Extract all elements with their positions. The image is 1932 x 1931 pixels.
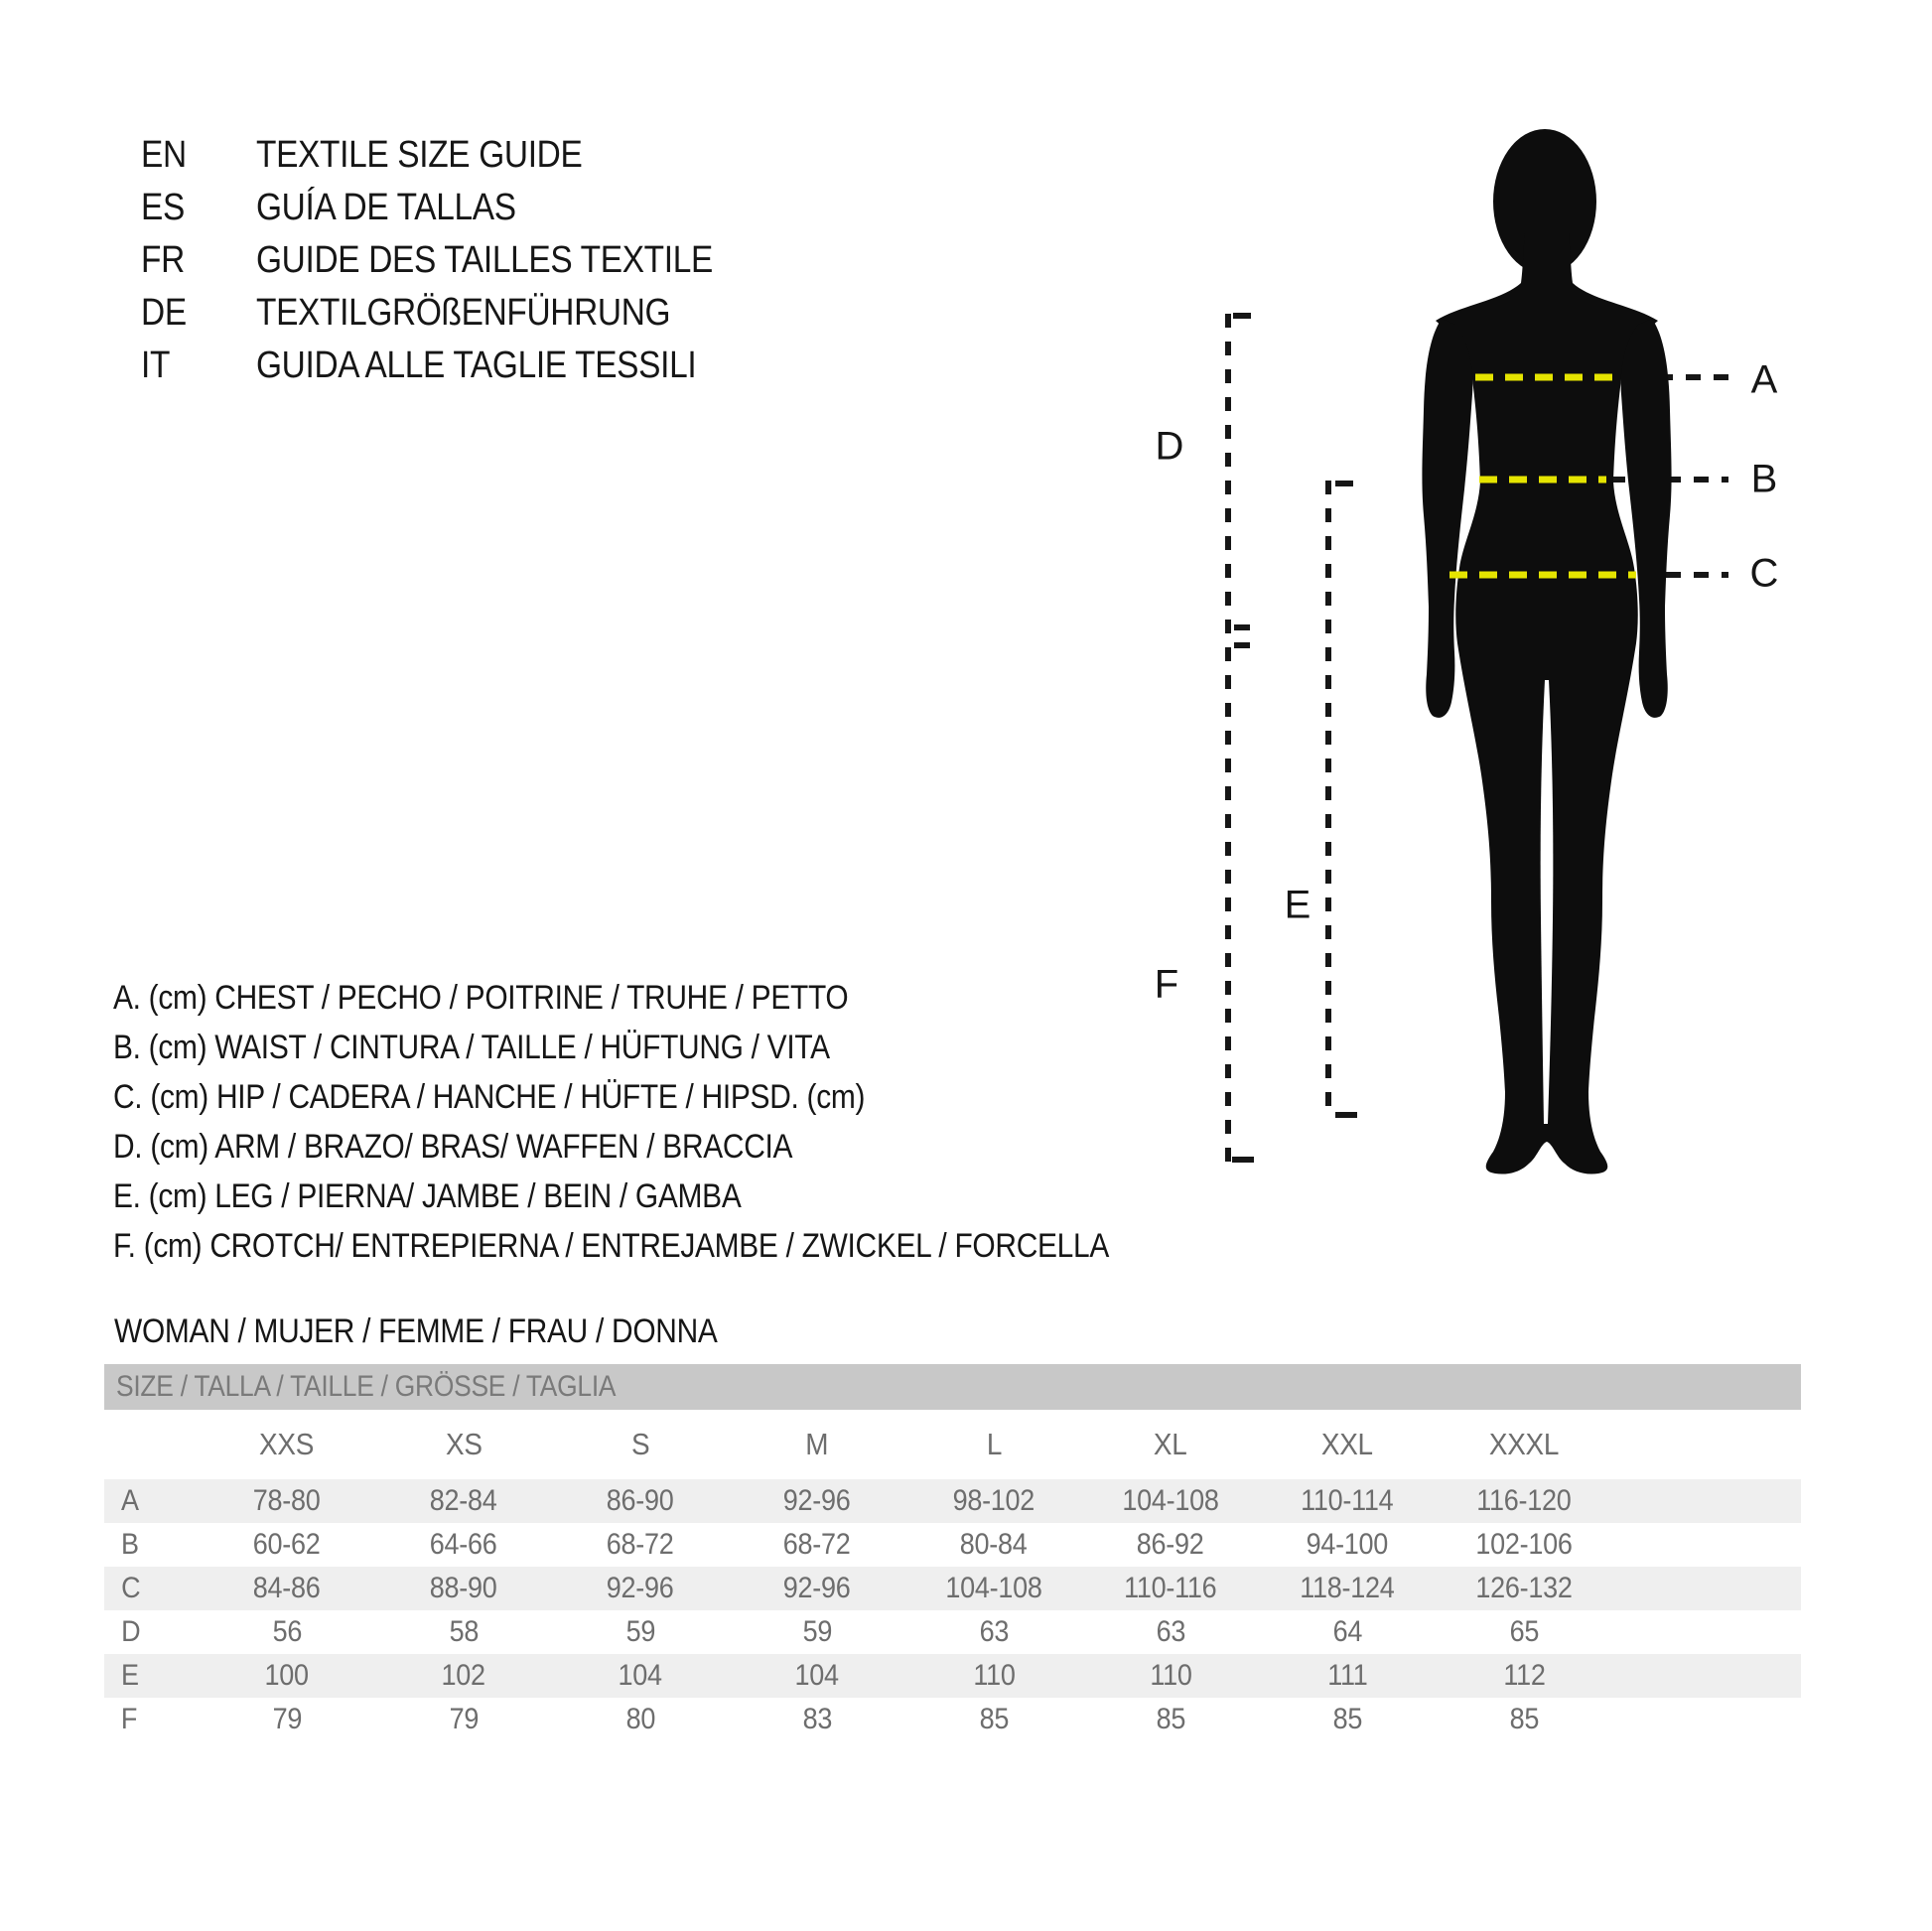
size-value-cell: [1082, 1523, 1259, 1567]
measurement-legend-text: B. (cm) WAIST / CINTURA / TAILLE / HÜFTUNG / VITA: [113, 1028, 830, 1066]
size-col-header: [1082, 1410, 1259, 1479]
size-value-cell: [1436, 1698, 1612, 1741]
size-col-header-text: XXL: [1321, 1427, 1373, 1461]
size-value-text: 79: [449, 1703, 479, 1735]
size-value-text: 68-72: [607, 1528, 674, 1561]
language-code: [141, 239, 256, 282]
ruler-ticks: [1232, 316, 1357, 1160]
size-value-cell: [552, 1654, 729, 1698]
table-row-filler: [1612, 1523, 1801, 1567]
size-value-cell: [729, 1567, 905, 1610]
size-value-cell: [729, 1610, 905, 1654]
size-col-header-text: XS: [445, 1427, 483, 1461]
size-header-filler: [1612, 1410, 1801, 1479]
size-value-cell: [552, 1610, 729, 1654]
measurement-legend-line: [113, 973, 1245, 1023]
size-col-header: [552, 1410, 729, 1479]
size-value-cell: [1259, 1654, 1436, 1698]
language-row: [141, 129, 775, 182]
size-value-text: 104: [618, 1659, 663, 1692]
gender-title-text: WOMAN / MUJER / FEMME / FRAU / DONNA: [114, 1312, 718, 1350]
size-value-cell: [905, 1523, 1082, 1567]
figure-label-c: C: [1749, 551, 1779, 596]
language-title-text: GUIDA ALLE TAGLIE TESSILI: [256, 345, 697, 386]
size-value-text: 100: [264, 1659, 310, 1692]
size-value-text: 65: [1509, 1615, 1539, 1648]
language-code: [141, 345, 256, 387]
size-value-text: 68-72: [783, 1528, 851, 1561]
size-value-cell: [1436, 1567, 1612, 1610]
language-title: [256, 187, 551, 229]
size-value-cell: [729, 1698, 905, 1741]
measurement-legend-text: C. (cm) HIP / CADERA / HANCHE / HÜFTE / HIPSD. (cm): [113, 1077, 866, 1116]
measurement-legend-text: F. (cm) CROTCH/ ENTREPIERNA / ENTREJAMBE / ZWICKEL / FORCELLA: [113, 1226, 1110, 1265]
size-value-cell: [375, 1567, 552, 1610]
size-value-cell: [1259, 1523, 1436, 1567]
size-value-cell: [905, 1479, 1082, 1523]
size-value-text: 84-86: [253, 1572, 321, 1604]
size-value-cell: [375, 1479, 552, 1523]
size-value-text: 92-96: [783, 1484, 851, 1517]
table-row-label: [104, 1479, 199, 1523]
size-col-header-text: XL: [1154, 1427, 1187, 1461]
language-title: [256, 345, 757, 387]
language-code-text: IT: [141, 345, 171, 386]
size-col-header-text: XXXL: [1488, 1427, 1560, 1461]
size-value-text: 102-106: [1475, 1528, 1573, 1561]
size-value-text: 85: [1332, 1703, 1362, 1735]
size-value-text: 56: [272, 1615, 302, 1648]
gender-title: [114, 1312, 799, 1351]
measurement-legend-text: E. (cm) LEG / PIERNA/ JAMBE / BEIN / GAMBA: [113, 1176, 742, 1215]
size-col-header-text: S: [630, 1427, 650, 1461]
size-value-text: 118-124: [1300, 1572, 1395, 1604]
size-value-cell: [199, 1698, 375, 1741]
language-title-text: TEXTILGRÖßENFÜHRUNG: [256, 292, 671, 334]
table-row-label: [104, 1523, 199, 1567]
table-row-label-text: E: [120, 1659, 139, 1692]
measurement-legend-line: [113, 1221, 1245, 1271]
size-value-text: 110-116: [1124, 1572, 1217, 1604]
size-value-cell: [199, 1654, 375, 1698]
size-value-text: 110: [972, 1659, 1016, 1692]
size-value-cell: [1082, 1567, 1259, 1610]
size-table: [104, 1364, 1801, 1741]
size-value-text: 59: [625, 1615, 655, 1648]
size-value-cell: [1082, 1654, 1259, 1698]
size-value-text: 86-90: [607, 1484, 674, 1517]
measurement-legend-line: [113, 1072, 1245, 1122]
table-row-label: [104, 1567, 199, 1610]
size-value-cell: [199, 1479, 375, 1523]
size-value-text: 85: [1156, 1703, 1185, 1735]
size-value-text: 110: [1149, 1659, 1192, 1692]
size-value-text: 126-132: [1475, 1572, 1573, 1604]
size-value-cell: [375, 1610, 552, 1654]
table-header-bar: [104, 1364, 1801, 1410]
size-value-cell: [199, 1523, 375, 1567]
size-value-text: 104-108: [1122, 1484, 1219, 1517]
size-value-cell: [1259, 1610, 1436, 1654]
language-code: [141, 134, 256, 177]
silhouette-shapes: [1422, 129, 1671, 1174]
size-value-text: 104-108: [945, 1572, 1042, 1604]
table-row-label-text: D: [121, 1615, 141, 1648]
measurement-legend-text: A. (cm) CHEST / PECHO / POITRINE / TRUHE / PETTO: [113, 978, 849, 1017]
table-row-label: [104, 1698, 199, 1741]
measurement-legend-line: [113, 1023, 1245, 1072]
language-title-text: TEXTILE SIZE GUIDE: [256, 134, 583, 176]
size-col-header: [905, 1410, 1082, 1479]
size-value-text: 110-114: [1301, 1484, 1394, 1517]
figure-label-d: D: [1155, 424, 1184, 469]
language-row: [141, 340, 775, 392]
size-value-text: 78-80: [253, 1484, 321, 1517]
table-row-label: [104, 1654, 199, 1698]
size-value-cell: [905, 1610, 1082, 1654]
size-value-cell: [1082, 1610, 1259, 1654]
measurement-legend-text: D. (cm) ARM / BRAZO/ BRAS/ WAFFEN / BRACCIA: [113, 1127, 793, 1166]
table-row-label: [104, 1610, 199, 1654]
figure-label-f: F: [1154, 962, 1179, 1007]
measurement-legend-line: [113, 1172, 1245, 1221]
size-value-text: 104: [794, 1659, 840, 1692]
language-row: [141, 234, 775, 287]
language-title: [256, 239, 775, 282]
language-code-text: FR: [141, 239, 185, 281]
size-value-text: 98-102: [952, 1484, 1035, 1517]
size-value-cell: [1082, 1698, 1259, 1741]
size-value-text: 112: [1502, 1659, 1546, 1692]
size-value-cell: [905, 1698, 1082, 1741]
size-header-spacer: [104, 1410, 199, 1479]
language-title-text: GUIDE DES TAILLES TEXTILE: [256, 239, 713, 281]
table-row-filler: [1612, 1479, 1801, 1523]
size-col-header: [199, 1410, 375, 1479]
size-value-text: 102: [441, 1659, 486, 1692]
size-value-text: 59: [802, 1615, 832, 1648]
language-code-text: ES: [141, 187, 185, 228]
size-value-cell: [1259, 1567, 1436, 1610]
table-row-filler: [1612, 1567, 1801, 1610]
size-col-header: [1259, 1410, 1436, 1479]
vertical-measure-rulers: [1228, 314, 1357, 1162]
table-row-label-text: C: [121, 1572, 141, 1604]
measurement-legend-line: [113, 1122, 1245, 1172]
size-value-cell: [1082, 1479, 1259, 1523]
size-col-header-text: XXS: [259, 1427, 315, 1461]
table-row-label-text: B: [120, 1528, 139, 1561]
size-col-header: [1436, 1410, 1612, 1479]
size-value-text: 63: [979, 1615, 1009, 1648]
size-value-cell: [552, 1567, 729, 1610]
size-value-cell: [1436, 1610, 1612, 1654]
size-value-text: 85: [1509, 1703, 1539, 1735]
language-row: [141, 287, 775, 340]
size-value-text: 58: [449, 1615, 479, 1648]
size-value-cell: [905, 1654, 1082, 1698]
size-value-text: 92-96: [783, 1572, 851, 1604]
woman-silhouette-figure: [1142, 119, 1837, 1301]
table-header-text: SIZE / TALLA / TAILLE / GRÖSSE / TAGLIA: [116, 1370, 617, 1403]
size-value-text: 64-66: [430, 1528, 497, 1561]
size-value-text: 88-90: [430, 1572, 497, 1604]
size-value-cell: [729, 1654, 905, 1698]
language-code: [141, 292, 256, 335]
size-value-cell: [199, 1610, 375, 1654]
table-row-filler: [1612, 1654, 1801, 1698]
size-value-cell: [375, 1523, 552, 1567]
size-value-cell: [552, 1698, 729, 1741]
size-value-text: 82-84: [430, 1484, 497, 1517]
language-code-text: DE: [141, 292, 187, 334]
size-value-cell: [375, 1654, 552, 1698]
language-title: [256, 292, 727, 335]
size-value-text: 92-96: [607, 1572, 674, 1604]
size-value-text: 85: [979, 1703, 1009, 1735]
language-title: [256, 134, 626, 177]
measurement-legend: [113, 973, 1245, 1271]
language-title-text: GUÍA DE TALLAS: [256, 187, 516, 228]
size-value-text: 79: [272, 1703, 302, 1735]
size-value-text: 60-62: [253, 1528, 321, 1561]
size-value-cell: [199, 1567, 375, 1610]
size-col-header-text: M: [805, 1427, 829, 1461]
size-col-header: [375, 1410, 552, 1479]
language-title-block: [141, 129, 775, 392]
size-value-cell: [905, 1567, 1082, 1610]
figure-label-a: A: [1750, 357, 1778, 402]
size-value-cell: [552, 1479, 729, 1523]
size-value-cell: [1259, 1698, 1436, 1741]
size-value-text: 111: [1326, 1659, 1368, 1692]
language-code-text: EN: [141, 134, 187, 176]
size-value-cell: [729, 1479, 905, 1523]
language-code: [141, 187, 256, 229]
table-row-label-text: A: [120, 1484, 139, 1517]
size-value-cell: [1436, 1523, 1612, 1567]
size-value-text: 63: [1156, 1615, 1185, 1648]
language-row: [141, 182, 775, 234]
table-row-label-text: F: [120, 1703, 138, 1735]
figure-label-b: B: [1750, 457, 1778, 501]
table-row-filler: [1612, 1610, 1801, 1654]
figure-label-e: E: [1284, 883, 1311, 927]
size-value-text: 116-120: [1476, 1484, 1572, 1517]
table-row-filler: [1612, 1698, 1801, 1741]
size-col-header: [729, 1410, 905, 1479]
size-value-cell: [1436, 1479, 1612, 1523]
size-value-cell: [729, 1523, 905, 1567]
size-value-cell: [552, 1523, 729, 1567]
size-col-header-text: L: [986, 1427, 1002, 1461]
size-value-text: 83: [802, 1703, 832, 1735]
size-value-text: 80-84: [960, 1528, 1028, 1561]
size-value-text: 94-100: [1306, 1528, 1389, 1561]
size-value-text: 64: [1332, 1615, 1362, 1648]
size-value-text: 86-92: [1137, 1528, 1204, 1561]
size-value-cell: [1436, 1654, 1612, 1698]
size-value-text: 80: [625, 1703, 655, 1735]
size-value-cell: [375, 1698, 552, 1741]
size-value-cell: [1259, 1479, 1436, 1523]
